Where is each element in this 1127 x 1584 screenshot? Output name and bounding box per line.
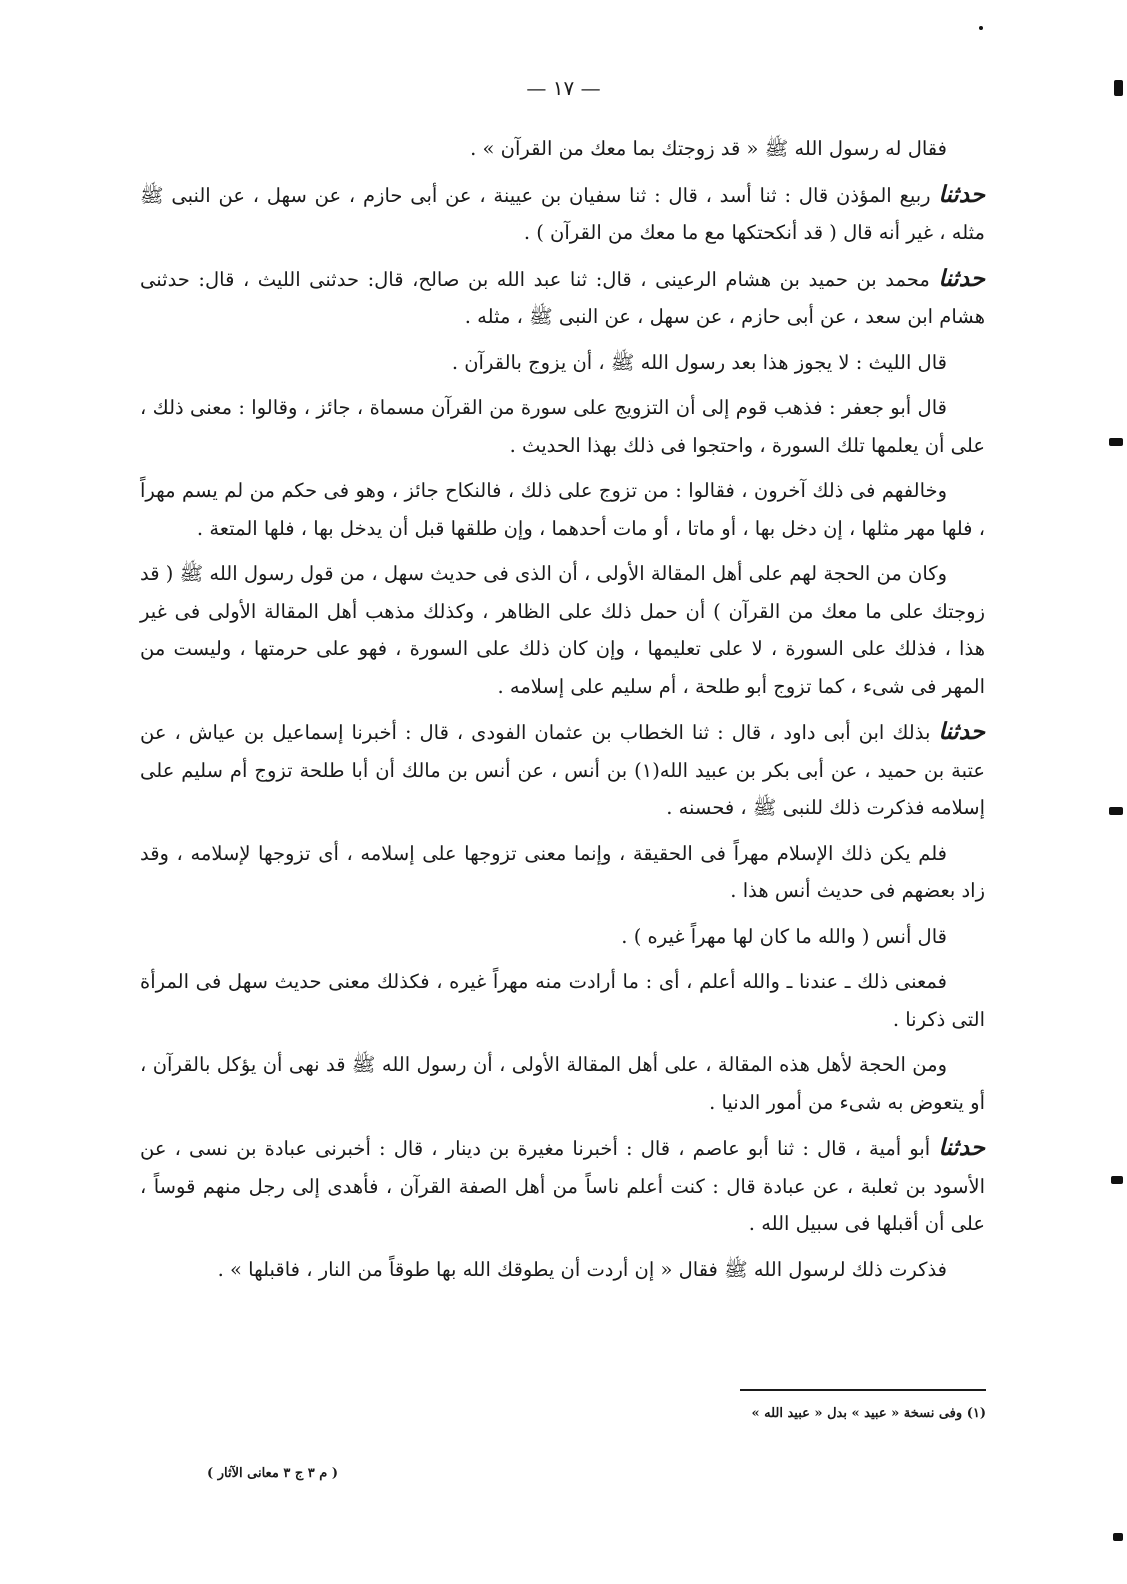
- paragraph: [140, 835, 985, 910]
- main-text: [140, 130, 985, 1296]
- signature-mark: ( م ٣ ج ٣ معانى الآثار ): [207, 1466, 338, 1481]
- page-number: — ١٧ —: [526, 76, 601, 100]
- paragraph-text: قال الليث : لا يجوز هذا بعد رسول الله ﷺ ، أن يزوج بالقرآن .: [451, 350, 947, 374]
- paragraph: [140, 1129, 985, 1243]
- paragraph-text: قال أبو جعفر : فذهب قوم إلى أن التزويج على سورة من القرآن مسماة ، جائز ، وقالوا : معنى ذلك ، على أن يعلمها تلك السورة ، واحتجوا فى ذلك بهذا الحديث .: [140, 396, 985, 457]
- hadith-keyword: حدثنا: [938, 718, 985, 745]
- paragraph: [140, 918, 985, 956]
- paragraph: [140, 389, 985, 464]
- paragraph-text: أبو أمية ، قال : ثنا أبو عاصم ، قال : أخبرنا مغيرة بن دينار ، قال : أخبرنى عبادة بن نسى ، عن الأسود بن ثعلبة ، عن عبادة قال : كنت أعلم ناساً من أهل الصفة القرآن ، فأهدى إلى رجل منهم قوساً ، على أن أقبلها فى سبيل الله .: [140, 1137, 985, 1235]
- paragraph-text: فلم يكن ذلك الإسلام مهراً فى الحقيقة ، وإنما معنى تزوجها على إسلامه ، أى تزوجها لإسلامه ، وقد زاد بعضهم فى حديث أنس هذا .: [140, 841, 985, 902]
- paragraph: [140, 713, 985, 827]
- scan-edge-mark: [1111, 1176, 1123, 1184]
- paragraph: [140, 1251, 985, 1289]
- paragraph-text: وكان من الحجة لهم على أهل المقالة الأولى ، أن الذى فى حديث سهل ، من قول رسول الله ﷺ ( قد زوجتك على ما معك من القرآن ) أن حمل ذلك على الظاهر ، وكذلك مذهب أهل المقالة الأولى فى غير هذا ، فذلك على السورة ، لا على تعليمها ، وإن كان ذلك على السورة ، فهو على حرمتها ، وليست من المهر فى شىء ، كما تزوج أبو طلحة ، أم سليم على إسلامه .: [140, 562, 985, 698]
- scan-edge-mark: [1114, 80, 1123, 96]
- paragraph: [140, 555, 985, 705]
- paragraph: [140, 472, 985, 547]
- scan-dot: [979, 26, 983, 30]
- paragraph-text: فقال له رسول الله ﷺ « قد زوجتك بما معك من القرآن » .: [470, 137, 947, 160]
- scan-edge-mark: [1113, 1533, 1123, 1541]
- hadith-keyword: حدثنا: [938, 180, 985, 208]
- paragraph: [140, 260, 985, 336]
- footnote-rule: [740, 1389, 986, 1391]
- paragraph: [140, 963, 985, 1038]
- paragraph-text: وخالفهم فى ذلك آخرون ، فقالوا : من تزوج على ذلك ، فالنكاح جائز ، وهو فى حكم من لم يسم مهراً ، فلها مهر مثلها ، إن دخل بها ، أو ماتا ، أو مات أحدهما ، وإن طلقها قبل أن يدخل بها ، فلها المتعة .: [140, 479, 985, 540]
- paragraph-text: بذلك ابن أبى داود ، قال : ثنا الخطاب بن عثمان الفودى ، قال : أخبرنا إسماعيل بن عياش ، عن عتبة بن حميد ، عن أبى بكر بن عبيد الله(١) بن أنس ، عن أنس بن مالك أن أبا طلحة تزوج أم سليم على إسلامه فذكرت ذلك للنبى ﷺ ، فحسنه .: [140, 721, 985, 819]
- footnote: (١) وفى نسخة « عبيد » بدل « عبيد الله »: [751, 1406, 986, 1421]
- paragraph-text: قال أنس ( والله ما كان لها مهراً غيره ) .: [621, 924, 947, 948]
- paragraph: [140, 344, 985, 382]
- hadith-keyword: حدثنا: [938, 1134, 985, 1161]
- paragraph-text: فمعنى ذلك ـ عندنا ـ والله أعلم ، أى : ما أرادت منه مهراً غيره ، فكذلك معنى حديث سهل فى المرأة التى ذكرنا .: [140, 970, 985, 1031]
- paragraph: [140, 130, 985, 168]
- scan-edge-mark: [1109, 807, 1123, 815]
- paragraph-text: فذكرت ذلك لرسول الله ﷺ فقال « إن أردت أن يطوقك الله بها طوقاً من النار ، فاقبلها » .: [217, 1257, 947, 1281]
- paragraph: [140, 1046, 985, 1121]
- paragraph-text: ربيع المؤذن قال : ثنا أسد ، قال : ثنا سفيان بن عيينة ، عن أبى حازم ، عن سهل ، عن النبى ﷺ مثله ، غير أنه قال ( قد أنكحتكها مع ما معك من القرآن ) .: [140, 183, 985, 244]
- paragraph: [140, 176, 985, 252]
- scan-edge-mark: [1109, 438, 1123, 446]
- paragraph-text: محمد بن حميد بن هشام الرعينى ، قال: ثنا عبد الله بن صالح، قال: حدثنى الليث ، قال: حدثنى هشام ابن سعد ، عن أبى حازم ، عن سهل ، عن النبى ﷺ ، مثله .: [140, 267, 985, 328]
- hadith-keyword: حدثنا: [938, 264, 985, 292]
- paragraph-text: ومن الحجة لأهل هذه المقالة ، على أهل المقالة الأولى ، أن رسول الله ﷺ قد نهى أن يؤكل بالقرآن ، أو يتعوض به شىء من أمور الدنيا .: [140, 1053, 985, 1114]
